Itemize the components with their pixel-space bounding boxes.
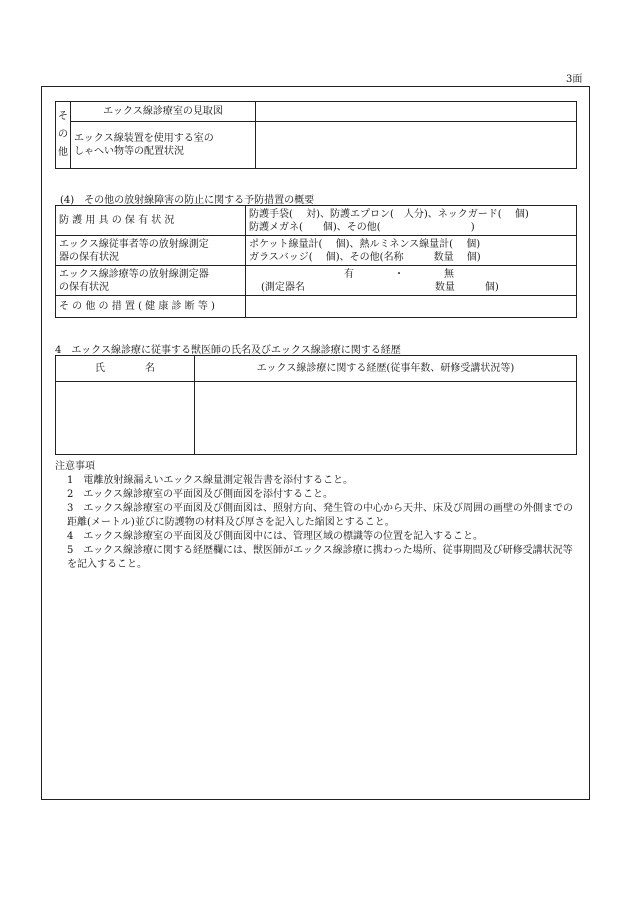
vet-section-heading: 4 エックス線診療に従事する獣医師の氏名及びエックス線診療に関する経歴 [55, 345, 401, 356]
section-4-heading: (4) その他の放射線障害の防止に関する予防措置の概要 [60, 195, 315, 206]
side-label-char-3: 他 [58, 147, 68, 158]
note-item-2: 2 エックス線診療室の平面図及び側面図を添付すること。 [67, 489, 334, 500]
room-meter-label: エックス線診療等の放射線測定器 の保有状況 [56, 266, 246, 296]
shield-layout-field[interactable] [256, 122, 577, 169]
vet-table [55, 355, 577, 455]
protective-gear-field[interactable]: 防護手袋( 対)、防護エプロン( 人分)、ネックガード( 個) 防護メガネ( 個)、その他( ) [246, 206, 577, 236]
notes-title: 注意事項 [55, 461, 95, 472]
protective-gear-label: 防 護 用 具 の 保 有 状 況 [56, 206, 246, 236]
notes-section [55, 460, 575, 572]
vet-history-field[interactable] [195, 382, 577, 455]
xray-room-sketch-label: エックス線診療室の見取図 [71, 102, 256, 122]
other-measures-field[interactable] [246, 296, 577, 318]
other-measures-label: そ の 他 の 措 置 ( 健 康 診 断 等 ) [56, 296, 246, 318]
worker-dosimeter-field[interactable]: ポケット線量計( 個)、熱ルミネンス線量計( 個) ガラスバッジ( 個)、その他(名称 数量 個) [246, 236, 577, 266]
note-item-5: 5 エックス線診療に関する経歴欄には、獣医師がエックス線診療に携わった場所、従事期間及び研修受講状況等を記入すること。 [67, 545, 573, 570]
note-item-1: 1 電離放射線漏えいエックス線量測定報告書を添付すること。 [67, 475, 354, 486]
note-item-3: 3 エックス線診療室の平面図及び側面図は、照射方向、発生管の中心から天井、床及び周囲の画壁の外側までの距離(メートル)並びに防護物の材料及び厚さを記入した縮図とすること。 [67, 503, 574, 528]
side-label-cell [56, 102, 71, 169]
page-number: 3面 [566, 74, 583, 85]
xray-room-sketch-field[interactable] [256, 102, 577, 122]
vet-history-header: エックス線診療に関する経歴(従事年数、研修受講状況等) [195, 356, 577, 382]
other-info-table [55, 101, 577, 169]
shield-layout-label: エックス線装置を使用する室の しゃへい物等の配置状況 [71, 122, 256, 169]
note-item-4: 4 エックス線診療室の平面図及び側面図中には、管理区域の標識等の位置を記入すること。 [67, 531, 484, 542]
room-meter-field[interactable]: 有 ・ 無 (測定器名 数量 個) [246, 266, 577, 296]
prevention-measures-table [55, 205, 577, 318]
worker-dosimeter-label: エックス線従事者等の放射線測定 器の保有状況 [56, 236, 246, 266]
side-label-char-2: の [58, 129, 68, 140]
vet-name-field[interactable] [56, 382, 195, 455]
vet-name-header: 氏 名 [56, 356, 195, 382]
side-label-char-1: そ [58, 111, 68, 122]
